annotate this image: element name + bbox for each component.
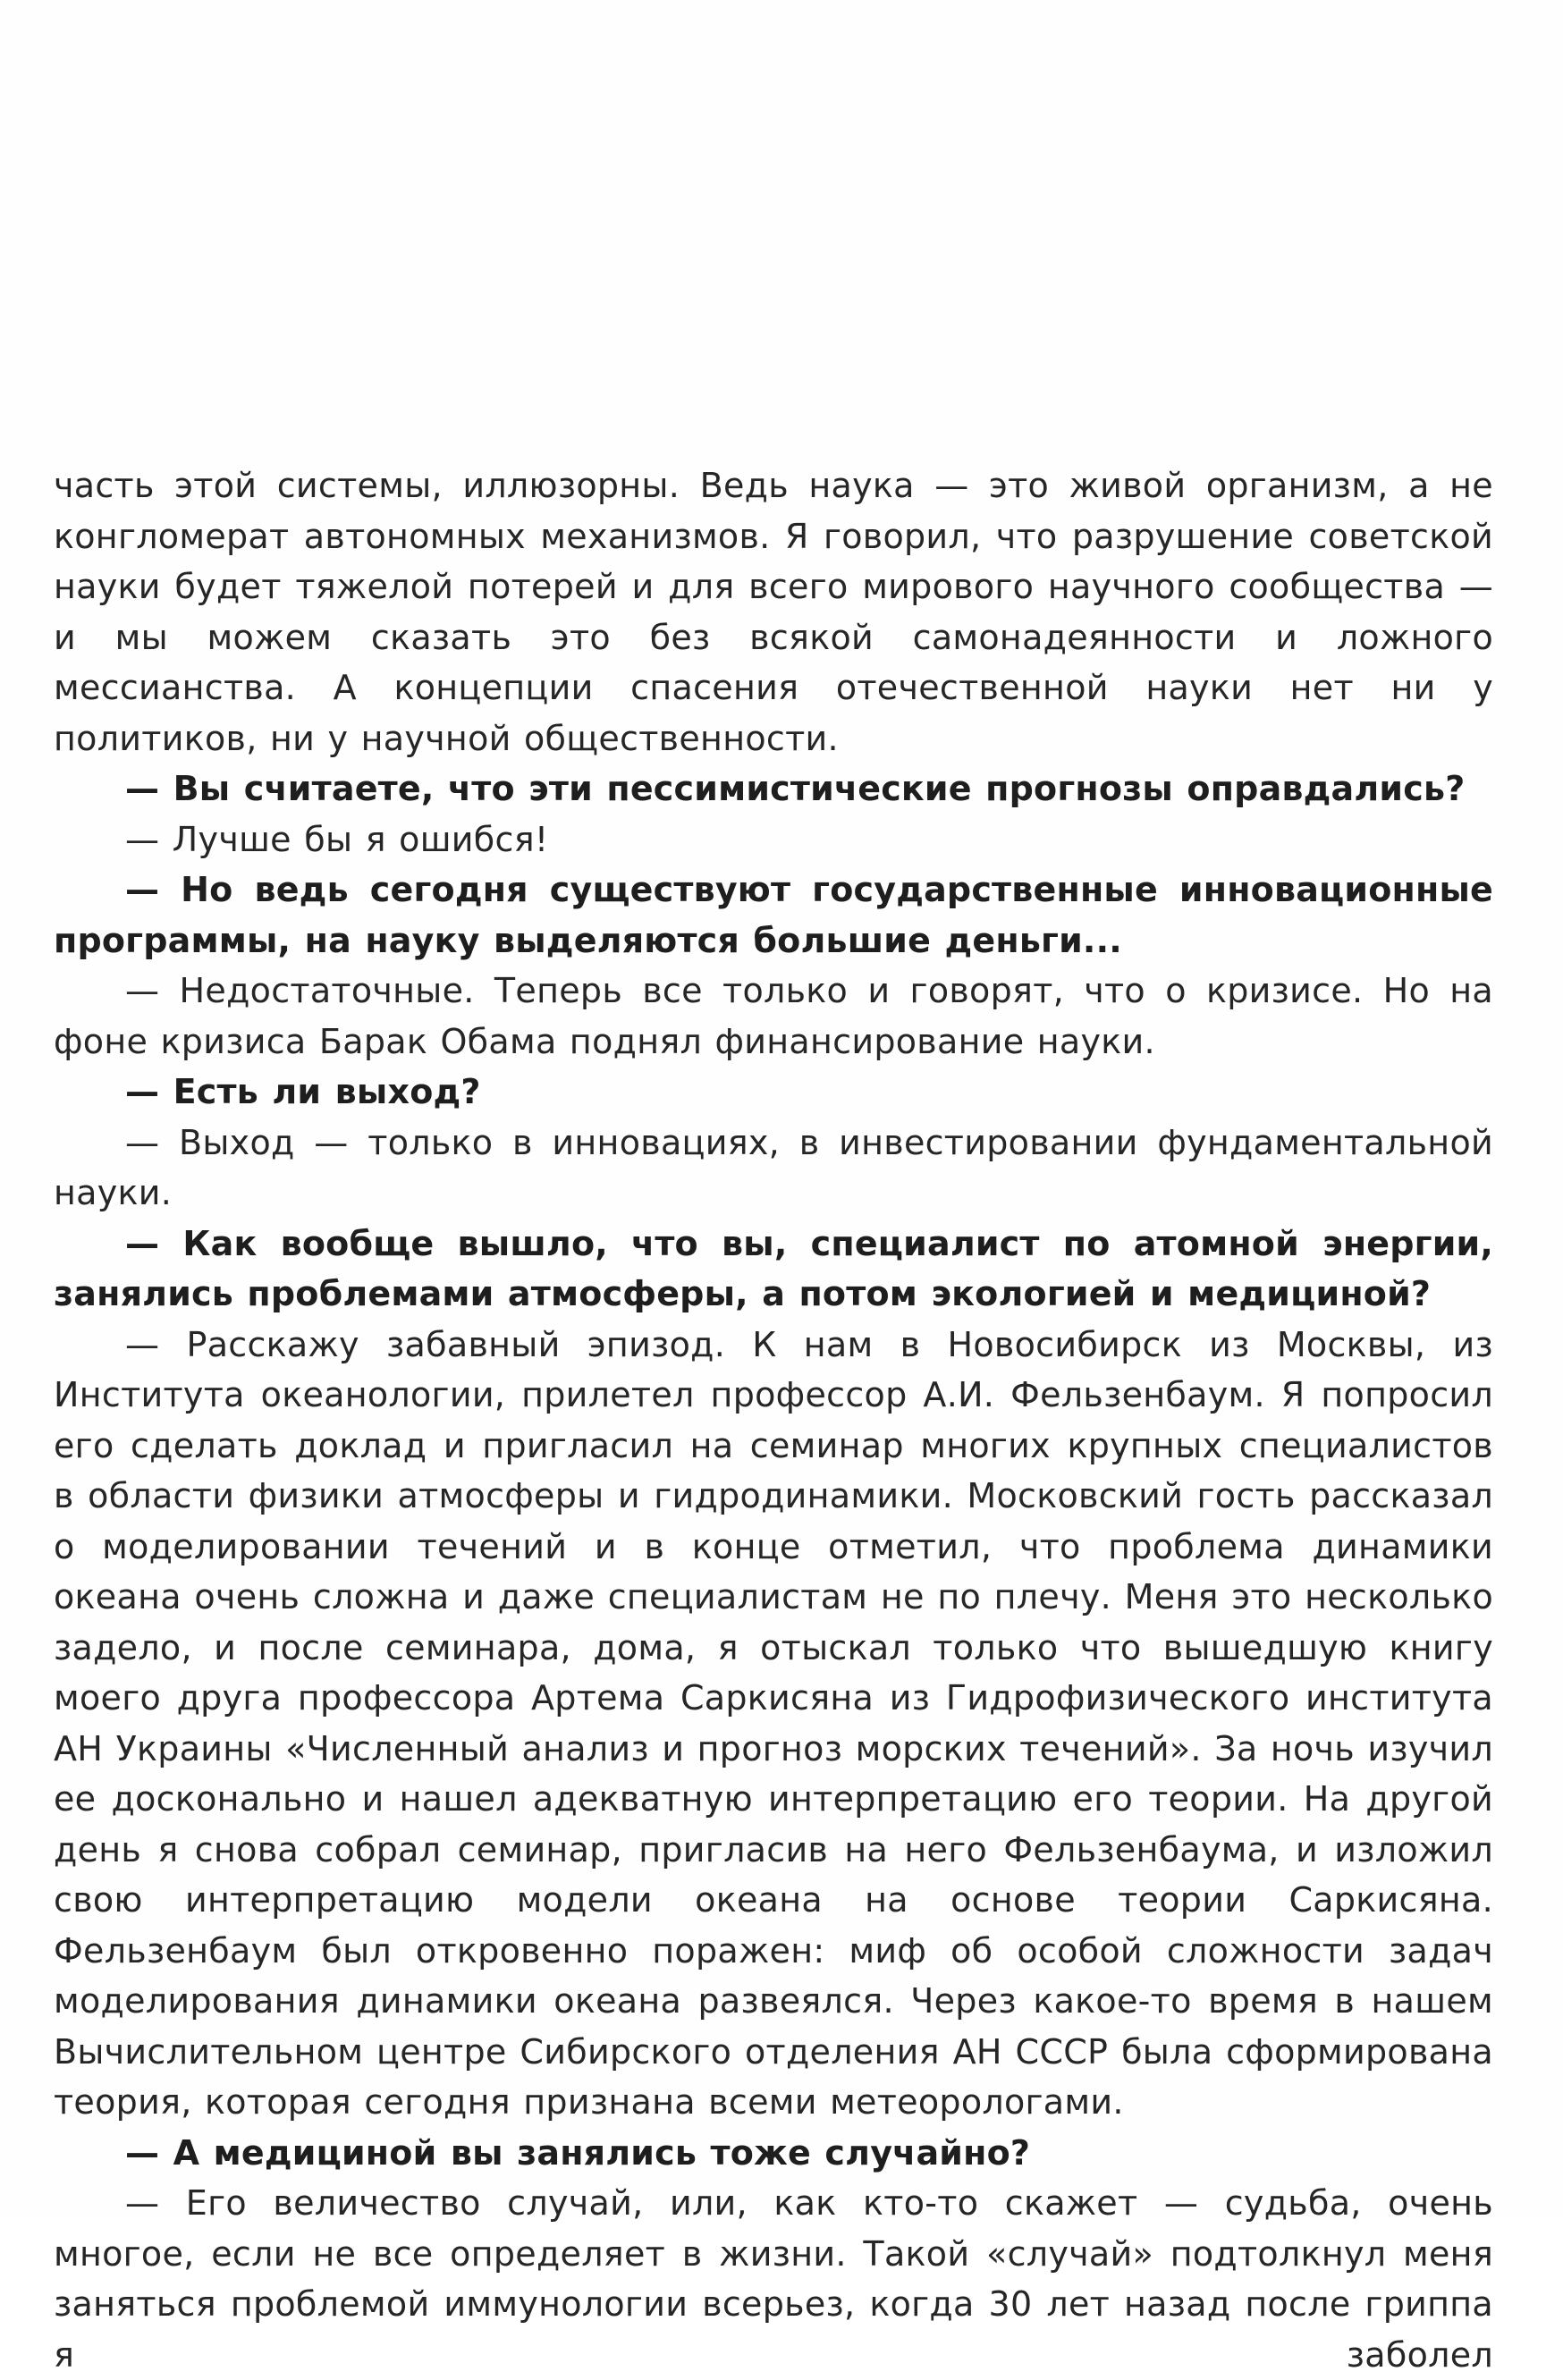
answer-paragraph: — Расскажу забавный эпизод. К нам в Новосибирск из Москвы, из Института океанологии, прилетел профессор А.И. Фельзенбаум. Я попросил его сделать доклад и пригласил на семинар многих крупных специалистов в области физики атмосферы и гидродинамики. Московский гость рассказал о моделировании течений и в конце отметил, что проблема динамики океана очень сложна и даже специалистам не по плечу. Меня это несколько задело, и после семинара, дома, я отыскал только что вышедшую книгу моего друга профессора Артема Саркисяна из Гидрофизического института АН Украины «Численный анализ и прогноз морских течений». За ночь изучил ее досконально и нашел адекватную интерпретацию его теории. На другой день я снова собрал семинар, пригласив на него Фельзенбаума, и изложил свою интерпретацию модели океана на основе теории Саркисяна. Фельзенбаум был откровенно поражен: миф об особой сложности задач моделирования динамики океана развеялся. Через какое-то время в нашем Вычислительном центре Сибирского отделения АН СССР была сформирована теория, которая сегодня признана всеми метеорологами. (54, 1324, 1493, 2122)
question-paragraph: — Но ведь сегодня существуют государственные инновационные программы, на науку выделяются большие деньги... (54, 870, 1493, 960)
answer-paragraph: — Выход — только в инновациях, в инвестировании фундаментальной науки. (54, 1122, 1493, 1212)
question-paragraph: — Как вообще вышло, что вы, специалист по атомной энергии, занялись проблемами атмосферы, а потом экологией и медициной? (54, 1223, 1493, 1313)
question-paragraph: — А медициной вы занялись тоже случайно? (125, 2132, 1031, 2173)
answer-paragraph: — Недостаточные. Теперь все только и говорят, что о кризисе. Но на фоне кризиса Барак Обама поднял финансирование науки. (54, 971, 1493, 1061)
question-paragraph: — Вы считаете, что эти пессимистические прогнозы оправдались? (125, 769, 1466, 808)
interview-text (54, 460, 1493, 2380)
answer-paragraph: — Лучше бы я ошибся! (125, 819, 549, 859)
answer-paragraph: часть этой системы, иллюзорны. Ведь наука — это живой организм, а не конгломерат автономных механизмов. Я говорил, что разрушение советской науки будет тяжелой потерей и для всего мирового научного сообщества — и мы можем сказать это без всякой самонадеянности и ложного мессианства. А концепции спасения отечественной науки нет ни у политиков, ни у научной общественности. (54, 466, 1493, 758)
question-paragraph: — Есть ли выход? (125, 1072, 481, 1111)
answer-paragraph: — Его величество случай, или, как кто-то скажет — судьба, очень многое, если не все определяет в жизни. Такой «случай» подтолкнул меня заняться проблемой иммунологии всерьез, когда 30 лет назад после гриппа я заболел (54, 2183, 1493, 2375)
